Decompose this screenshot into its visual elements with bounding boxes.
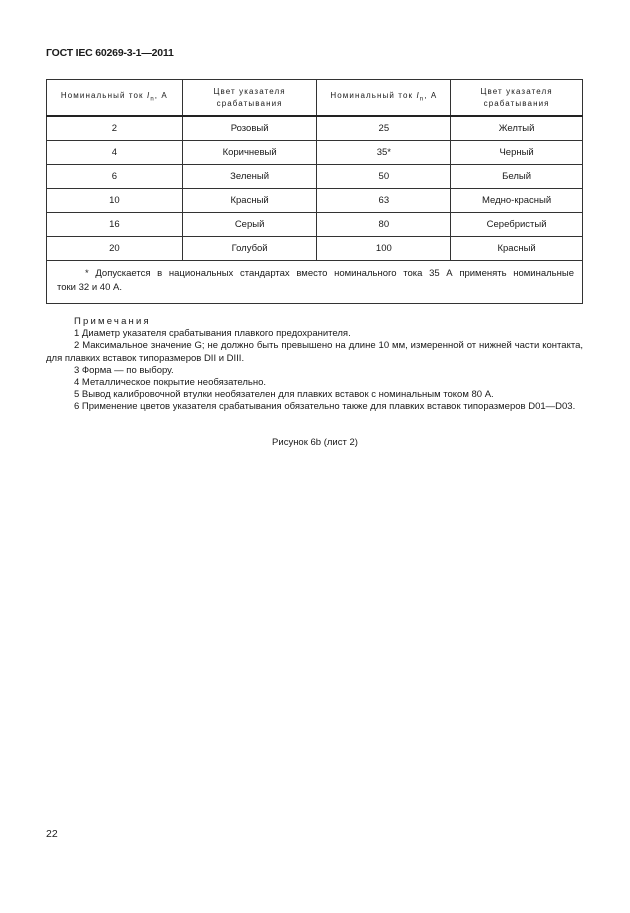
cell-color: Серый [182,213,317,237]
cell-current: 80 [317,213,451,237]
note-item: 6 Применение цветов указателя срабатывания обязательно также для плавких вставок типоразмеров D01—D03. [74,401,576,413]
table-footnote: * Допускается в национальных стандартах вместо номинального тока 35 А применять номинальные токи 32 и 40 А. [47,261,583,304]
fuse-indicator-color-table [46,79,583,304]
cell-color: Красный [182,189,317,213]
table-row [47,213,583,237]
header-rated-current-right: Номинальный ток $I_n$, А [317,80,451,117]
cell-current: 16 [47,213,183,237]
table-header-row [47,80,583,117]
note-item: 4 Металлическое покрытие необязательно. [74,377,267,389]
header-indicator-color-left: Цвет указателя срабатывания [182,80,317,117]
note-item: 1 Диаметр указателя срабатывания плавкого предохранителя. [74,328,351,340]
header-indicator-color-right: Цвет указателя срабатывания [451,80,583,117]
figure-caption: Рисунок 6b (лист 2) [272,437,358,448]
cell-color: Коричневый [182,141,317,165]
note-item: 5 Вывод калибровочной втулки необязателен для плавких вставок с номинальным током 80 А. [74,389,494,401]
cell-color: Голубой [182,237,317,261]
note-item: 3 Форма — по выбору. [74,364,174,376]
table-row [47,116,583,141]
notes-title: Примечания [74,316,151,327]
cell-current: 35* [317,141,451,165]
cell-color: Медно-красный [451,189,583,213]
cell-current: 6 [47,165,183,189]
cell-color: Белый [451,165,583,189]
table-row [47,189,583,213]
cell-color: Серебристый [451,213,583,237]
cell-color: Красный [451,237,583,261]
table-row [47,237,583,261]
cell-color: Зеленый [182,165,317,189]
cell-color: Желтый [451,116,583,141]
cell-current: 100 [317,237,451,261]
cell-current: 10 [47,189,183,213]
table-row [47,141,583,165]
cell-current: 50 [317,165,451,189]
header-rated-current-left: Номинальный ток $I_n$, А [47,80,183,117]
note-item: 2 Максимальное значение G; не должно быть превышено на длине 10 мм, измеренной от нижней части контакта, для плавких вставок типоразмеров DII и DIII. [46,340,583,364]
cell-color: Розовый [182,116,317,141]
page-number: 22 [46,828,58,840]
cell-current: 25 [317,116,451,141]
document-header: ГОСТ IEC 60269-3-1—2011 [46,47,174,59]
table-footnote-row [47,261,583,304]
cell-current: 4 [47,141,183,165]
cell-current: 20 [47,237,183,261]
cell-current: 63 [317,189,451,213]
cell-current: 2 [47,116,183,141]
table-row [47,165,583,189]
cell-color: Черный [451,141,583,165]
notes-section [46,316,583,414]
